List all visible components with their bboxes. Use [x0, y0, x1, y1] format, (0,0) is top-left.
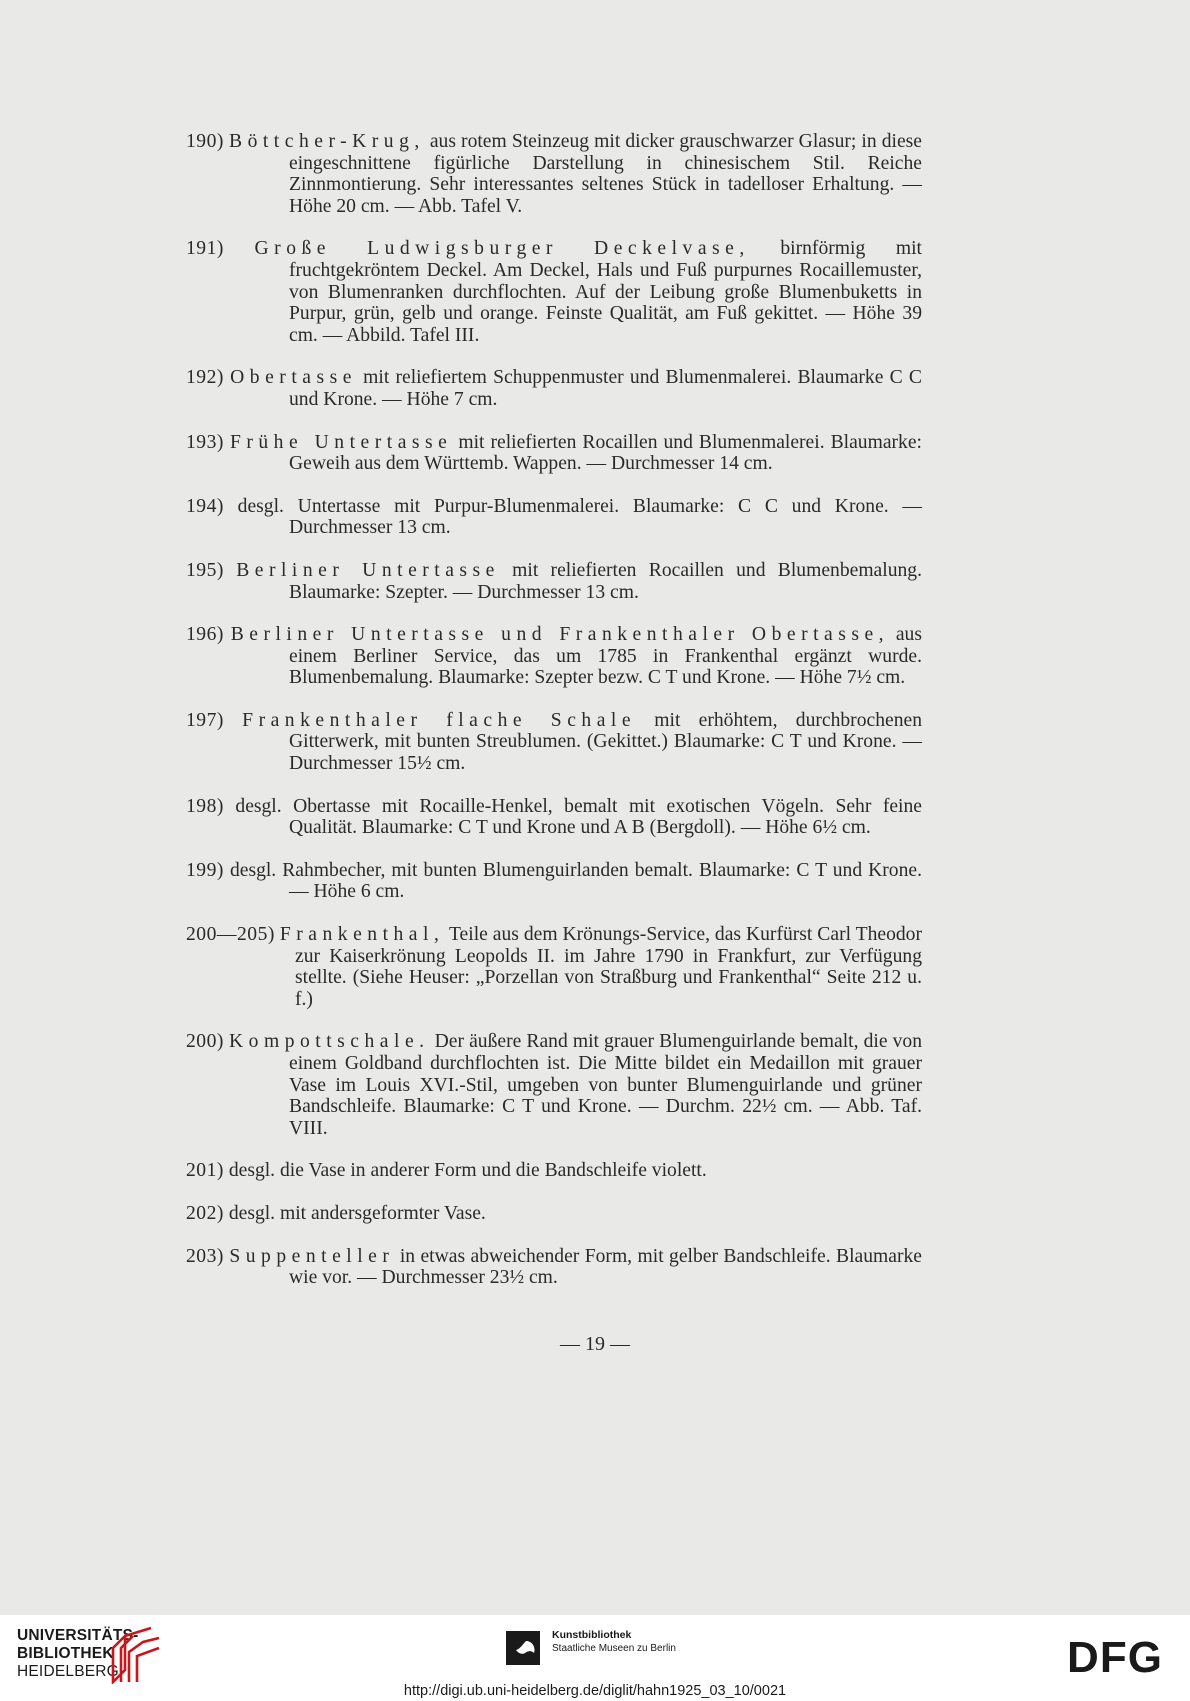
entry-description: Der äußere Rand mit grauer Blumenguirlande bemalt, die von einem Goldband durchflochten ist. Die Mitte bildet ein Medaillon mit grauer Vase im Louis XVI.-Stil, umgeben von bunter Blumenguirlande und grüner Bandschleife. Blaumarke: C T und Krone. — Durchm. 22½ cm. — Abb. Taf. VIII. — [289, 1031, 922, 1139]
kunstbibliothek-wordmark: Kunstbibliothek Staatliche Museen zu Berlin — [552, 1629, 676, 1654]
entry-number: 193) — [186, 431, 224, 453]
ub-heidelberg-emblem-icon — [103, 1626, 165, 1684]
entry-number: 200) — [186, 1031, 224, 1053]
entry-title: Frankenthal, — [279, 924, 445, 946]
entry-title: Berliner Untertasse und Frankenthaler Obertasse, — [230, 624, 890, 646]
entry-title: Böttcher-Krug, — [229, 131, 425, 152]
catalog-entry — [186, 238, 922, 346]
catalog-entry — [186, 1160, 922, 1182]
catalog-entry — [186, 860, 922, 903]
entry-description: birnförmig mit fruchtgekröntem Deckel. Am Deckel, Hals und Fuß purpurnes Rocaillemuster, von Blumenranken durchflochten. Auf der Leibung große Blumenbuketts in Purpur, grün, gelb und orange. Feinste Qualität, am Fuß gekittet. — Höhe 39 cm. — Abbild. Tafel III. — [289, 238, 922, 346]
entry-description: mit reliefierten Rocaillen und Blumenmalerei. Blaumarke: Geweih aus dem Württemb. Wappen. — Durchmesser 14 cm. — [289, 431, 922, 475]
entry-number: 191) — [186, 238, 224, 260]
entry-description: in etwas abweichender Form, mit gelber Bandschleife. Blaumarke wie vor. — Durchmesser 23½ cm. — [289, 1245, 923, 1289]
entry-title: Berliner Untertasse — [236, 559, 500, 581]
catalog-entry — [186, 432, 922, 475]
catalog-entry — [186, 796, 922, 839]
catalog-entry — [186, 367, 922, 410]
catalog-entry — [186, 1203, 922, 1225]
entry-description: desgl. die Vase in anderer Form und die Bandschleife violett. — [228, 1160, 707, 1182]
entry-description: mit erhöhtem, durchbrochenen Gitterwerk, mit bunten Streublumen. (Gekittet.) Blaumarke: C T und Krone. — Durchmesser 15½ cm. — [289, 709, 922, 775]
entry-description: desgl. Untertasse mit Purpur-Blumenmalerei. Blaumarke: C C und Krone. — Durchmesser 13 cm. — [237, 495, 922, 539]
entry-title: Frühe Untertasse — [229, 431, 453, 453]
catalog-entry-range — [186, 924, 922, 1010]
entry-number: 199) — [186, 859, 224, 881]
dfg-logo-text: DFG — [1067, 1636, 1163, 1678]
entry-number: 192) — [186, 367, 224, 389]
kunstbibliothek-logo[interactable] — [506, 1625, 706, 1665]
entry-title: Kompottschale. — [229, 1031, 430, 1053]
catalog-entry — [186, 496, 922, 539]
entry-number: 197) — [186, 709, 224, 731]
entry-number: 203) — [186, 1245, 224, 1267]
entry-description: Teile aus dem Krönungs-Service, das Kurfürst Carl Theodor zur Kaiserkrönung Leopolds II. im Jahre 1790 in Frankfurt, zur Verfügung stellte. (Siehe Heuser: „Porzellan von Straßburg und Frankenthal“ Seite 212 u. f.) — [295, 924, 922, 1010]
catalog-entries — [186, 131, 922, 1310]
entry-description: aus einem Berliner Service, das um 1785 in Frankenthal ergänzt wurde. Blumenbemalung. Blaumarke: Szepter bezw. C T und Krone. — Höhe 7½ cm. — [289, 624, 922, 689]
entry-number: 194) — [186, 495, 224, 517]
entry-title: Große Ludwigsburger Deckelvase, — [254, 238, 750, 260]
entry-title: Frankenthaler flache Schale — [242, 709, 637, 731]
entry-title: Suppenteller — [229, 1245, 395, 1267]
entry-description: mit reliefiertem Schuppenmuster und Blumenmalerei. Blaumarke C C und Krone. — Höhe 7 cm. — [289, 367, 922, 410]
entry-title: Obertasse — [230, 367, 357, 389]
entry-description: desgl. Rahmbecher, mit bunten Blumenguirlanden bemalt. Blaumarke: C T und Krone. — Höhe 6 cm. — [229, 859, 922, 903]
catalog-entry — [186, 1246, 922, 1289]
catalog-entry — [186, 560, 922, 603]
catalog-entry — [186, 624, 922, 689]
kunstbibliothek-eagle-icon — [506, 1631, 540, 1665]
permalink-url[interactable]: http://digi.ub.uni-heidelberg.de/diglit/hahn1925_03_10/0021 — [403, 1683, 787, 1699]
catalog-entry — [186, 710, 922, 775]
entry-number: 195) — [186, 559, 224, 581]
catalog-entry — [186, 1031, 922, 1139]
dfg-logo[interactable] — [1057, 1636, 1173, 1678]
entry-number: 200—205) — [186, 924, 275, 946]
entry-description: mit reliefierten Rocaillen und Blumenbemalung. Blaumarke: Szepter. — Durchmesser 13 cm. — [289, 559, 922, 603]
entry-number: 196) — [186, 624, 224, 646]
entry-number: 201) — [186, 1160, 224, 1182]
ub-heidelberg-wordmark: UNIVERSITÄTS- BIBLIOTHEK HEIDELBERG — [17, 1627, 139, 1680]
entry-number: 198) — [186, 795, 224, 817]
entry-number: 202) — [186, 1202, 224, 1224]
catalog-entry — [186, 131, 922, 217]
page-number: — 19 — — [560, 1333, 630, 1355]
entry-description: aus rotem Steinzeug mit dicker grauschwarzer Glasur; in diese eingeschnittene figürliche Darstellung in chinesischem Stil. Reiche Zinnmontierung. Sehr interessantes seltenes Stück in tadelloser Erhaltung. — Höhe 20 cm. — Abb. Tafel V. — [289, 131, 922, 217]
entry-description: desgl. mit andersgeformter Vase. — [228, 1202, 486, 1224]
entry-description: desgl. Obertasse mit Rocaille-Henkel, bemalt mit exotischen Vögeln. Sehr feine Qualität. Blaumarke: C T und Krone und A B (Bergdoll). — Höhe 6½ cm. — [235, 795, 922, 839]
entry-number: 190) — [186, 131, 224, 152]
